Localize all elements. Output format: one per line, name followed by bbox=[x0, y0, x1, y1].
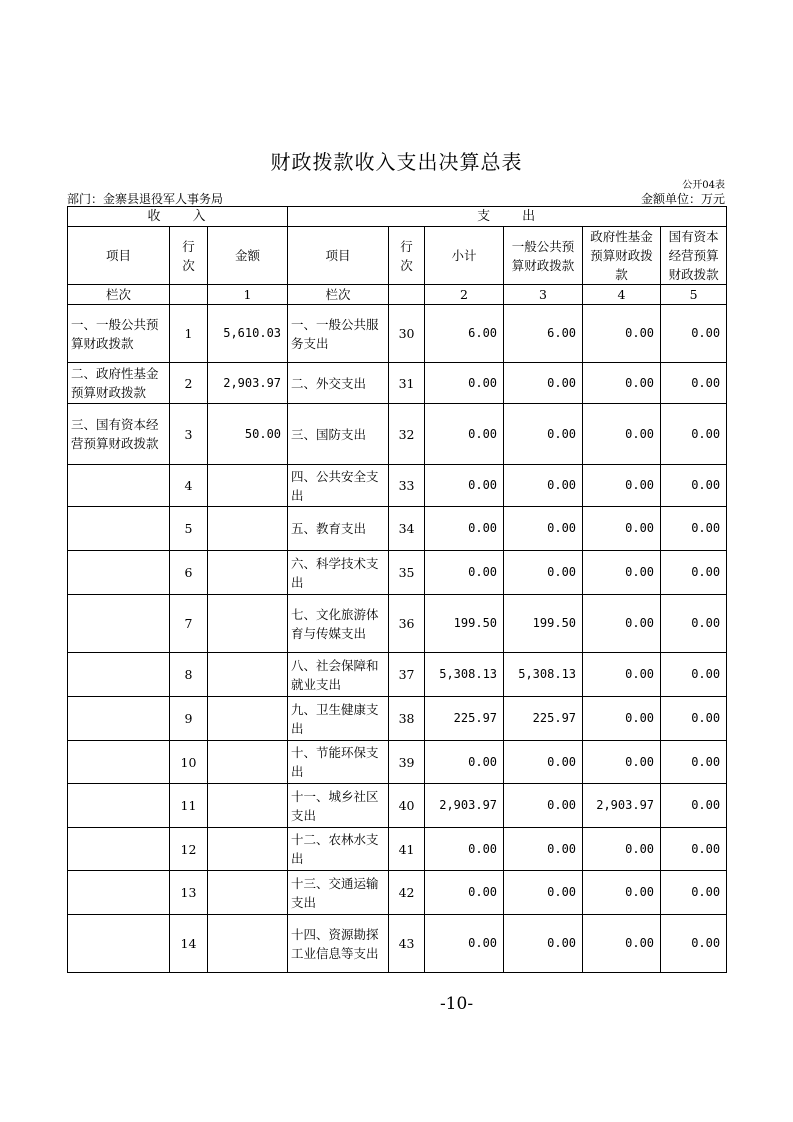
table-row bbox=[68, 741, 727, 784]
income-section-header: 收 入 bbox=[68, 207, 288, 227]
index-col-1: 1 bbox=[208, 285, 288, 305]
fund-budget-value: 0.00 bbox=[583, 465, 661, 507]
expense-item: 四、公共安全支出 bbox=[288, 465, 389, 507]
subtotal-value: 5,308.13 bbox=[425, 653, 504, 697]
income-amount bbox=[208, 915, 288, 973]
state-capital-value: 0.00 bbox=[661, 305, 727, 363]
income-item: 一、一般公共预算财政拨款 bbox=[68, 305, 170, 363]
income-item bbox=[68, 915, 170, 973]
expense-row-no: 42 bbox=[389, 871, 425, 915]
income-item bbox=[68, 697, 170, 741]
income-row-no: 1 bbox=[170, 305, 208, 363]
table-row bbox=[68, 915, 727, 973]
general-budget-value: 0.00 bbox=[504, 915, 583, 973]
subtotal-value: 0.00 bbox=[425, 363, 504, 404]
expense-item: 九、卫生健康支出 bbox=[288, 697, 389, 741]
subtotal-value: 0.00 bbox=[425, 828, 504, 871]
income-row-no: 6 bbox=[170, 551, 208, 595]
income-amount: 2,903.97 bbox=[208, 363, 288, 404]
header-fund-budget: 政府性基金预算财政拨款 bbox=[583, 227, 661, 285]
expense-row-no: 33 bbox=[389, 465, 425, 507]
expense-row-no: 32 bbox=[389, 404, 425, 465]
table-row bbox=[68, 595, 727, 653]
table-row bbox=[68, 404, 727, 465]
header-general-budget: 一般公共预算财政拨款 bbox=[504, 227, 583, 285]
subtotal-value: 0.00 bbox=[425, 915, 504, 973]
header-expense-row-no: 行次 bbox=[389, 227, 425, 285]
income-amount bbox=[208, 784, 288, 828]
fund-budget-value: 0.00 bbox=[583, 305, 661, 363]
general-budget-value: 0.00 bbox=[504, 465, 583, 507]
index-label-income: 栏次 bbox=[68, 285, 170, 305]
state-capital-value: 0.00 bbox=[661, 828, 727, 871]
general-budget-value: 199.50 bbox=[504, 595, 583, 653]
general-budget-value: 6.00 bbox=[504, 305, 583, 363]
index-col-5: 5 bbox=[661, 285, 727, 305]
department-label: 部门：金寨县退役军人事务局 bbox=[67, 192, 224, 206]
state-capital-value: 0.00 bbox=[661, 697, 727, 741]
expense-item: 一、一般公共服务支出 bbox=[288, 305, 389, 363]
income-amount bbox=[208, 828, 288, 871]
income-row-no: 3 bbox=[170, 404, 208, 465]
income-amount bbox=[208, 653, 288, 697]
general-budget-value: 0.00 bbox=[504, 507, 583, 551]
income-item bbox=[68, 465, 170, 507]
income-amount bbox=[208, 741, 288, 784]
subtotal-value: 0.00 bbox=[425, 551, 504, 595]
general-budget-value: 0.00 bbox=[504, 784, 583, 828]
income-item bbox=[68, 595, 170, 653]
table-row bbox=[68, 697, 727, 741]
fund-budget-value: 0.00 bbox=[583, 741, 661, 784]
index-empty bbox=[389, 285, 425, 305]
header-income-item: 项目 bbox=[68, 227, 170, 285]
state-capital-value: 0.00 bbox=[661, 784, 727, 828]
expense-row-no: 41 bbox=[389, 828, 425, 871]
general-budget-value: 0.00 bbox=[504, 741, 583, 784]
unit-label: 金额单位：万元 bbox=[640, 192, 725, 206]
fund-budget-value: 0.00 bbox=[583, 595, 661, 653]
general-budget-value: 5,308.13 bbox=[504, 653, 583, 697]
expense-row-no: 35 bbox=[389, 551, 425, 595]
section-header-row bbox=[68, 207, 727, 227]
table-row bbox=[68, 784, 727, 828]
income-item bbox=[68, 741, 170, 784]
state-capital-value: 0.00 bbox=[661, 551, 727, 595]
income-row-no: 8 bbox=[170, 653, 208, 697]
state-capital-value: 0.00 bbox=[661, 741, 727, 784]
income-row-no: 9 bbox=[170, 697, 208, 741]
expense-row-no: 38 bbox=[389, 697, 425, 741]
subtotal-value: 0.00 bbox=[425, 507, 504, 551]
fund-budget-value: 0.00 bbox=[583, 828, 661, 871]
fund-budget-value: 0.00 bbox=[583, 363, 661, 404]
table-row bbox=[68, 653, 727, 697]
general-budget-value: 225.97 bbox=[504, 697, 583, 741]
index-label-expense: 栏次 bbox=[288, 285, 389, 305]
income-item bbox=[68, 828, 170, 871]
general-budget-value: 0.00 bbox=[504, 404, 583, 465]
subtotal-value: 0.00 bbox=[425, 871, 504, 915]
income-amount bbox=[208, 871, 288, 915]
budget-table bbox=[67, 206, 727, 973]
state-capital-value: 0.00 bbox=[661, 465, 727, 507]
state-capital-value: 0.00 bbox=[661, 871, 727, 915]
table-row bbox=[68, 507, 727, 551]
state-capital-value: 0.00 bbox=[661, 653, 727, 697]
general-budget-value: 0.00 bbox=[504, 551, 583, 595]
expense-item: 十、节能环保支出 bbox=[288, 741, 389, 784]
table-row bbox=[68, 828, 727, 871]
expense-row-no: 37 bbox=[389, 653, 425, 697]
state-capital-value: 0.00 bbox=[661, 595, 727, 653]
header-state-capital: 国有资本经营预算财政拨款 bbox=[661, 227, 727, 285]
fund-budget-value: 0.00 bbox=[583, 871, 661, 915]
expense-item: 七、文化旅游体育与传媒支出 bbox=[288, 595, 389, 653]
state-capital-value: 0.00 bbox=[661, 507, 727, 551]
general-budget-value: 0.00 bbox=[504, 828, 583, 871]
income-amount: 5,610.03 bbox=[208, 305, 288, 363]
table-row bbox=[68, 305, 727, 363]
table-body bbox=[68, 207, 727, 973]
fund-budget-value: 2,903.97 bbox=[583, 784, 661, 828]
subtotal-value: 225.97 bbox=[425, 697, 504, 741]
general-budget-value: 0.00 bbox=[504, 871, 583, 915]
subtotal-value: 0.00 bbox=[425, 741, 504, 784]
expense-section-header: 支 出 bbox=[288, 207, 727, 227]
expense-row-no: 34 bbox=[389, 507, 425, 551]
table-row bbox=[68, 551, 727, 595]
income-row-no: 13 bbox=[170, 871, 208, 915]
fund-budget-value: 0.00 bbox=[583, 507, 661, 551]
income-row-no: 10 bbox=[170, 741, 208, 784]
expense-row-no: 40 bbox=[389, 784, 425, 828]
fund-budget-value: 0.00 bbox=[583, 697, 661, 741]
expense-row-no: 39 bbox=[389, 741, 425, 784]
state-capital-value: 0.00 bbox=[661, 915, 727, 973]
income-amount bbox=[208, 465, 288, 507]
income-item bbox=[68, 551, 170, 595]
income-row-no: 2 bbox=[170, 363, 208, 404]
income-item bbox=[68, 653, 170, 697]
table-row bbox=[68, 871, 727, 915]
income-row-no: 7 bbox=[170, 595, 208, 653]
expense-row-no: 36 bbox=[389, 595, 425, 653]
expense-item: 六、科学技术支出 bbox=[288, 551, 389, 595]
income-row-no: 12 bbox=[170, 828, 208, 871]
income-item: 三、国有资本经营预算财政拨款 bbox=[68, 404, 170, 465]
income-amount bbox=[208, 595, 288, 653]
index-col-4: 4 bbox=[583, 285, 661, 305]
expense-item: 五、教育支出 bbox=[288, 507, 389, 551]
income-row-no: 4 bbox=[170, 465, 208, 507]
expense-item: 十四、资源勘探工业信息等支出 bbox=[288, 915, 389, 973]
state-capital-value: 0.00 bbox=[661, 363, 727, 404]
income-item bbox=[68, 507, 170, 551]
income-row-no: 5 bbox=[170, 507, 208, 551]
expense-item: 十二、农林水支出 bbox=[288, 828, 389, 871]
income-row-no: 14 bbox=[170, 915, 208, 973]
subtotal-value: 2,903.97 bbox=[425, 784, 504, 828]
header-subtotal: 小计 bbox=[425, 227, 504, 285]
expense-item: 二、外交支出 bbox=[288, 363, 389, 404]
income-item bbox=[68, 784, 170, 828]
subtotal-value: 199.50 bbox=[425, 595, 504, 653]
fund-budget-value: 0.00 bbox=[583, 915, 661, 973]
page-number: -10- bbox=[439, 994, 474, 1014]
header-income-row-no: 行次 bbox=[170, 227, 208, 285]
expense-item: 八、社会保障和就业支出 bbox=[288, 653, 389, 697]
index-col-2: 2 bbox=[425, 285, 504, 305]
page-title: 财政拨款收入支出决算总表 bbox=[270, 150, 523, 174]
index-empty bbox=[170, 285, 208, 305]
income-amount bbox=[208, 507, 288, 551]
expense-row-no: 30 bbox=[389, 305, 425, 363]
income-amount: 50.00 bbox=[208, 404, 288, 465]
general-budget-value: 0.00 bbox=[504, 363, 583, 404]
state-capital-value: 0.00 bbox=[661, 404, 727, 465]
table-row bbox=[68, 465, 727, 507]
expense-item: 十一、城乡社区支出 bbox=[288, 784, 389, 828]
fund-budget-value: 0.00 bbox=[583, 551, 661, 595]
income-amount bbox=[208, 697, 288, 741]
fund-budget-value: 0.00 bbox=[583, 404, 661, 465]
form-id: 公开04表 bbox=[682, 180, 725, 191]
subtotal-value: 0.00 bbox=[425, 465, 504, 507]
income-item bbox=[68, 871, 170, 915]
income-amount bbox=[208, 551, 288, 595]
subtotal-value: 6.00 bbox=[425, 305, 504, 363]
expense-item: 十三、交通运输支出 bbox=[288, 871, 389, 915]
index-col-3: 3 bbox=[504, 285, 583, 305]
expense-row-no: 43 bbox=[389, 915, 425, 973]
expense-item: 三、国防支出 bbox=[288, 404, 389, 465]
income-row-no: 11 bbox=[170, 784, 208, 828]
income-item: 二、政府性基金预算财政拨款 bbox=[68, 363, 170, 404]
expense-row-no: 31 bbox=[389, 363, 425, 404]
subtotal-value: 0.00 bbox=[425, 404, 504, 465]
fund-budget-value: 0.00 bbox=[583, 653, 661, 697]
header-expense-item: 项目 bbox=[288, 227, 389, 285]
table-row bbox=[68, 363, 727, 404]
header-income-amount: 金额 bbox=[208, 227, 288, 285]
column-index-row bbox=[68, 285, 727, 305]
column-header-row bbox=[68, 227, 727, 285]
